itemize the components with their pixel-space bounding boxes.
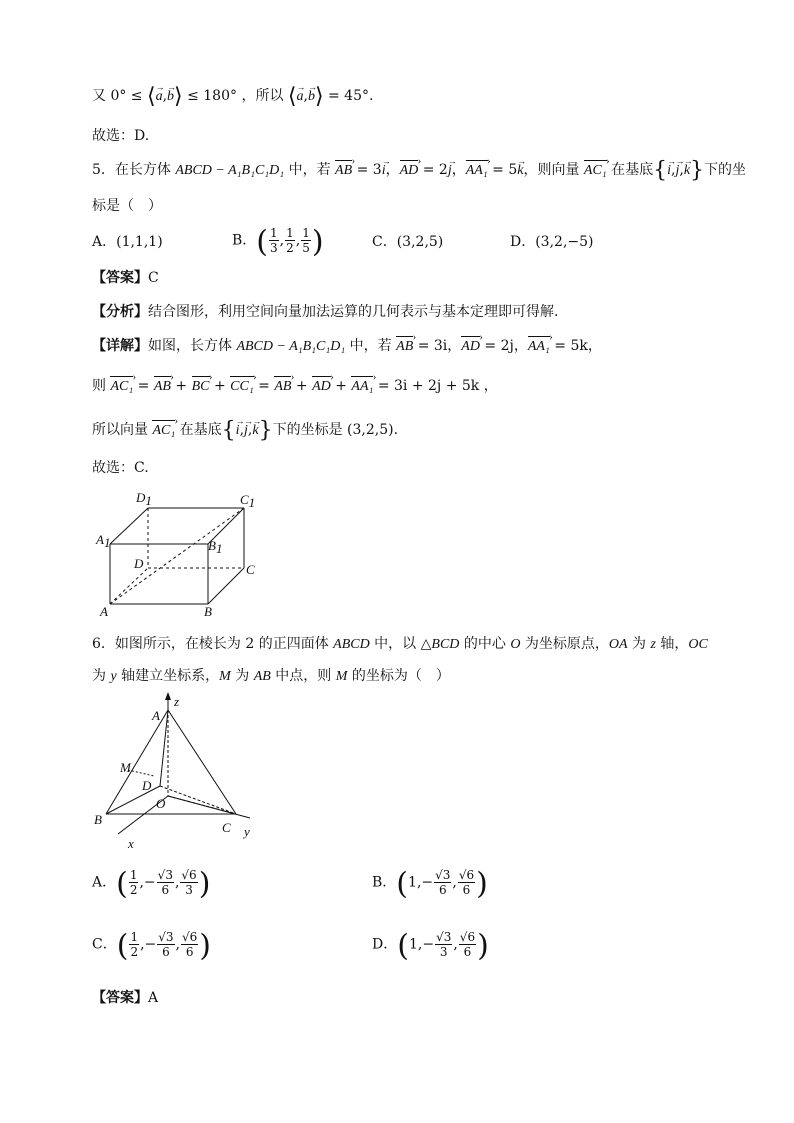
q5-answer: 【答案】C: [92, 270, 159, 286]
label-O: O: [156, 796, 166, 811]
q5-final: 故选：C.: [92, 460, 149, 476]
cuboid-figure: [90, 488, 270, 620]
label-B1: B1: [208, 538, 223, 556]
answer-choice-line: 故选：D.: [92, 128, 150, 144]
q5-conclusion: 所以向量 AC₁ › 在基底{i →,j →,k →}下的坐标是 (3,2,5).: [92, 420, 398, 441]
label-z: z: [174, 694, 180, 709]
label-C1: C1: [240, 492, 256, 510]
label-C: C: [222, 820, 231, 835]
label-D: D: [142, 778, 152, 793]
q6-answer: 【答案】A: [92, 990, 159, 1006]
tetrahedron-figure: [90, 690, 270, 850]
q5-option-a[interactable]: A．(1,1,1): [92, 234, 163, 250]
q6-option-c[interactable]: C．( $\frac{1}{2}$ ,− $\frac{√3}{6}$ , $\frac{√6}{6}$ ): [92, 928, 211, 964]
line-angle-range: 又 0° ≤ ⟨a →,b →⟩ ≤ 180° ，所以 ⟨a →,b →⟩ = 45°.: [92, 86, 373, 107]
label-A: A: [100, 604, 108, 619]
q6-option-b[interactable]: B．(1,− $\frac{√3}{6}$ , $\frac{√6}{6}$ ): [372, 866, 488, 902]
question-6: 6．如图所示，在棱长为 2 的正四面体 ABCD 中，以 △BCD 的中心 O 为坐标原点，OA 为 z 轴，OC: [92, 636, 708, 652]
q6-option-d[interactable]: D．(1,− $\frac{√3}{3}$ , $\frac{√6}{6}$ ): [372, 928, 489, 964]
question-6-cont: 为 y 轴建立坐标系，M 为 AB 中点，则 M 的坐标为（ ）: [92, 668, 450, 684]
q5-analysis: 【分析】结合图形，利用空间向量加法运算的几何表示与基本定理即可得解.: [92, 304, 559, 320]
label-A1: A1: [96, 532, 111, 550]
question-5-cont: 标是（ ）: [92, 198, 162, 214]
q5-option-d[interactable]: D．(3,2,−5): [510, 234, 594, 250]
label-D1: D1: [136, 490, 152, 508]
label-y: y: [244, 824, 250, 839]
q5-option-b[interactable]: B．( $\frac{1}{3}$ , $\frac{1}{2}$ , $\frac{1}{5}$ ): [232, 224, 324, 260]
question-5: 5．在长方体 ABCD − A₁B₁C₁D₁ 中，若 AB › = 3i →，AD › = 2j →，AA₁ › = 5k →，则向量 AC₁ › 在基底{i →,j →,k →}下的坐: [92, 160, 746, 181]
label-M: M: [120, 760, 131, 775]
q5-detail: 【详解】如图，长方体 ABCD − A₁B₁C₁D₁ 中，若 AB › = 3i，AD › = 2j，AA₁ › = 5k，: [92, 336, 602, 357]
label-B: B: [204, 604, 212, 619]
q5-option-c[interactable]: C．(3,2,5): [372, 234, 444, 250]
label-C: C: [246, 562, 255, 577]
q5-vector-sum: 则 AC₁ › = AB › + BC › + CC₁ › = AB › + AD › + AA₁ › = 3i + 2j + 5k ，: [92, 376, 498, 397]
q6-option-a[interactable]: A．( $\frac{1}{2}$ ,− $\frac{√3}{6}$ , $\frac{√6}{3}$ ): [92, 866, 211, 902]
label-x: x: [128, 836, 134, 850]
label-B: B: [94, 812, 102, 827]
label-D: D: [134, 556, 144, 571]
label-A: A: [152, 708, 160, 723]
